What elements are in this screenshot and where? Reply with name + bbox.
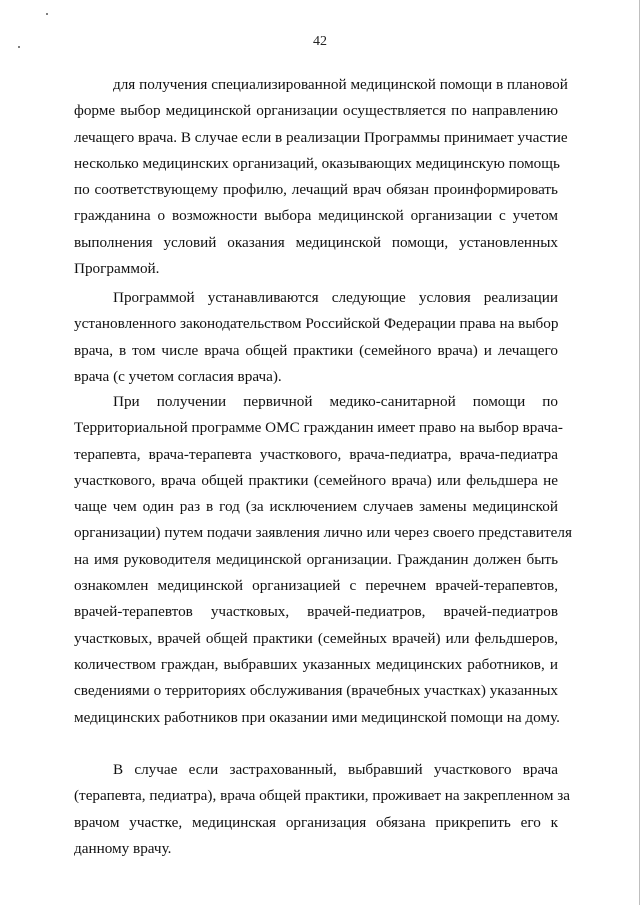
text-line: Программой. [74,260,160,278]
text-line: врачей-терапевтов участковых, врачей-педиатров, врачей-педиатров [74,603,558,621]
text-line: ознакомлен медицинской организацией с перечнем врачей-терапевтов, [74,577,558,595]
text-line: данному врачу. [74,839,172,857]
text-line: гражданина о возможности выбора медицинской организации с учетом [74,207,558,225]
text-line: выполнения условий оказания медицинской помощи, установленных [74,233,558,251]
text-line: лечащего врача. В случае если в реализации Программы принимает участие [74,128,568,146]
text-line: по соответствующему профилю, лечащий врач обязан проинформировать [74,181,558,199]
text-line: врачом участке, медицинская организация обязана прикрепить его к [74,813,558,831]
text-line: Программой устанавливаются следующие условия реализации [113,289,558,306]
text-line: сведениями о территориях обслуживания (врачебных участках) указанных [74,682,558,700]
text-line: форме выбор медицинской организации осуществляется по направлению [74,102,558,120]
text-line: установленного законодательством Российской Федерации права на выбор [74,315,559,333]
text-line: медицинских работников при оказании ими медицинской помощи на дому. [74,708,560,726]
paragraph [74,757,571,862]
text-line: участкового, врача общей практики (семейного врача) или фельдшера не [74,471,558,489]
text-line: Территориальной программе ОМС гражданин имеет право на выбор врача- [74,419,563,437]
paragraph [74,72,568,282]
text-line: врача, в том числе врача общей практики (семейного врача) и лечащего [74,341,558,359]
text-line: участковых, врачей общей практики (семейных врачей) или фельдшеров, [74,629,558,647]
paragraph [74,389,572,731]
text-line: количеством граждан, выбравших указанных медицинских работников, и [74,655,558,673]
text-line: врача (с учетом согласия врача). [74,367,282,385]
text-line: (терапевта, педиатра), врача общей практики, проживает на закрепленном за [74,787,571,805]
page-number: 42 [313,34,327,49]
text-line: чаще чем один раз в год (за исключением случаев замены медицинской [74,498,558,516]
text-line: При получении первичной медико-санитарной помощи по [113,393,558,410]
text-line: В случае если застрахованный, выбравший участкового врача [113,761,558,778]
text-line: несколько медицинских организаций, оказывающих медицинскую помощь [74,154,560,172]
scan-speck [46,13,48,15]
text-line: организации) путем подачи заявления лично или через своего представителя [74,524,572,542]
text-line: на имя руководителя медицинской организации. Гражданин должен быть [74,550,558,568]
text-line: для получения специализированной медицинской помощи в плановой [113,76,568,93]
text-line: терапевта, врача-терапевта участкового, врача-педиатра, врача-педиатра [74,445,558,463]
paragraph [74,285,558,390]
